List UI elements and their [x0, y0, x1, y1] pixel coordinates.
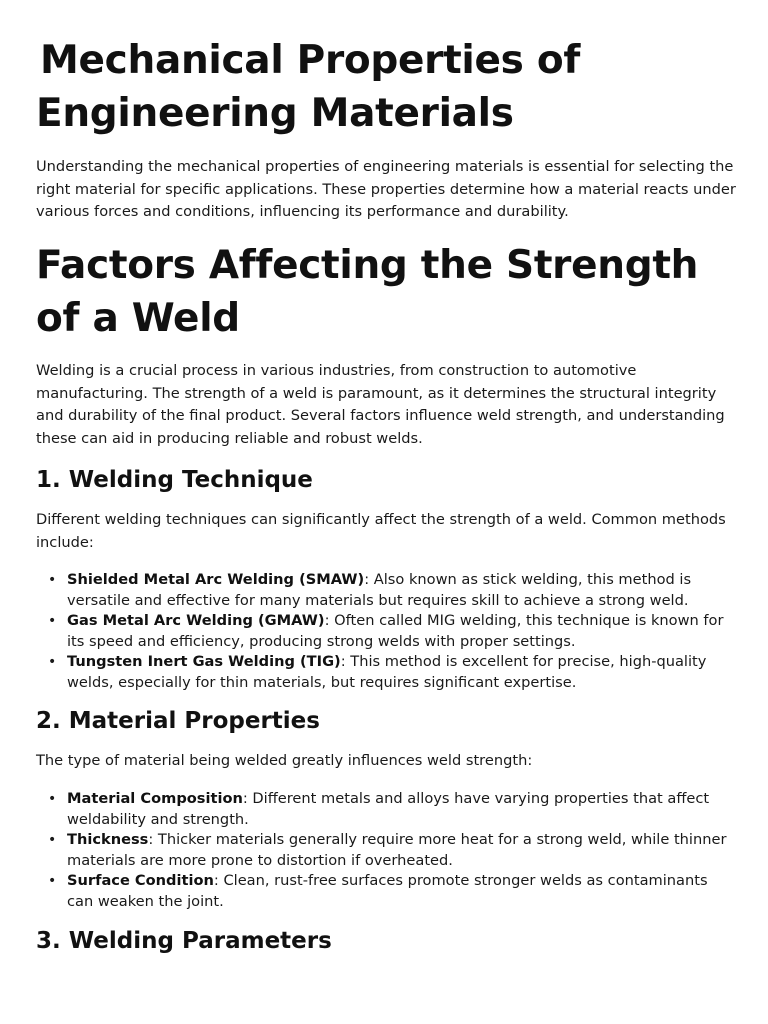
bullet-icon: • [48, 832, 57, 848]
list-item-text: : Different metals and alloys have varying properties that affect weldability and strength. [67, 790, 710, 828]
list-item-text: : Clean, rust-free surfaces promote stronger welds as contaminants can weaken the joint. [67, 872, 708, 910]
list-item [36, 611, 736, 652]
bullet-icon: • [48, 613, 57, 629]
page-title-line-1: Mechanical Properties of [40, 38, 580, 83]
bullet-icon: • [48, 572, 57, 588]
list-item-term: Tungsten Inert Gas Welding (TIG) [67, 653, 341, 670]
list-item [36, 570, 736, 611]
list-item [36, 789, 736, 830]
welding-technique-list [36, 570, 736, 693]
list-item [36, 871, 736, 912]
list-item-term: Surface Condition [67, 872, 214, 889]
section-intro-paragraph: Welding is a crucial process in various industries, from construction to automotive manufacturing. The strength of a weld is paramount, as it determines the structural integrity and durability of the final product. Several factors influence weld strength, and understanding these can aid in producing reliable and robust welds. [36, 362, 725, 447]
subsection-intro-material-properties: The type of material being welded greatly influences weld strength: [36, 752, 533, 769]
list-item-text: : Also known as stick welding, this method is versatile and effective for many materials but requires skill to achieve a strong weld. [67, 571, 692, 609]
list-item-text: : Often called MIG welding, this technique is known for its speed and efficiency, producing strong welds with proper settings. [67, 612, 724, 650]
subsection-heading-material-properties: 2. Material Properties [36, 708, 320, 734]
material-properties-list [36, 789, 736, 912]
intro-paragraph: Understanding the mechanical properties of engineering materials is essential for selecting the right material for specific applications. These properties determine how a material reacts under various forces and conditions, influencing its performance and durability. [36, 158, 736, 220]
list-item-term: Thickness [67, 831, 149, 848]
bullet-icon: • [48, 654, 57, 670]
list-item-text: : This method is excellent for precise, high-quality welds, especially for thin materials, but requires significant expertise. [67, 653, 707, 691]
subsection-heading-welding-technique: 1. Welding Technique [36, 467, 313, 493]
bullet-icon: • [48, 873, 57, 889]
list-item [36, 652, 736, 693]
subsection-intro-welding-technique: Different welding techniques can significantly affect the strength of a weld. Common methods include: [36, 511, 726, 551]
page-title-line-2: Engineering Materials [36, 91, 514, 136]
list-item-term: Gas Metal Arc Welding (GMAW) [67, 612, 325, 629]
page-title [36, 34, 736, 140]
list-item [36, 830, 736, 871]
list-item-term: Material Composition [67, 790, 243, 807]
list-item-term: Shielded Metal Arc Welding (SMAW) [67, 571, 365, 588]
bullet-icon: • [48, 791, 57, 807]
list-item-text: : Thicker materials generally require more heat for a strong weld, while thinner materials are more prone to distortion if overheated. [67, 831, 727, 869]
subsection-heading-welding-parameters: 3. Welding Parameters [36, 928, 332, 954]
section-heading: Factors Affecting the Strength of a Weld [36, 243, 699, 341]
